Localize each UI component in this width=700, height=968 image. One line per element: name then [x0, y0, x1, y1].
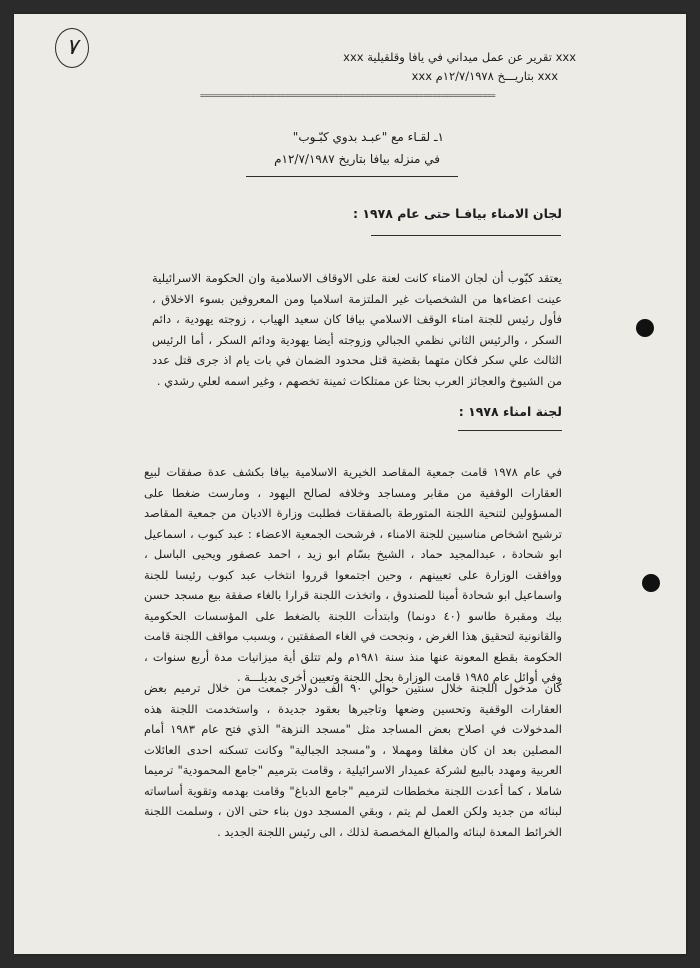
section2-body-1: في عام ١٩٧٨ قامت جمعية المقاصد الخيرية الاسلامية بيافا بكشف عدة صفقات لبيع العقارات الوقفية من مقابر ومساجد وخلافه لصالح اليهود ، ومارست ضغطا على المسؤولين لتنحية اللجنة المتورطة بالصفقات فطلبت وزارة الاديان من جمعية المقاصد ترشيح اشخاص مناسبين للجنة الامناء ، فرشحت الجمعية الاعضاء : عبد كبوب ، اسماعيل ابو شحادة ، عبدالمجيد حماد ، الشيخ بسّام ابو زيد ، احمد عصفور ويحيى الباسل ، ووافقت الوزارة على تعيينهم ، وحين اجتمعوا قرروا انتخاب عبد كبوب رئيسا للجنة واسماعيل ابو شحادة أمينا للصندوق ، واتخذت اللجنة قرارا بالغاء صفقة بيع مسجد حسن بيك ومقبرة طاسو (٤٠ دونما) وابتدأت اللجنة بالضغط على المؤسسات الحكومية والقانونية لتحقيق هذا الغرض ، ونجحت في الغاء الصفقتين ، وبسبب مواقف اللجنة قامت الحكومة بقطع المعونة عنها منذ سنة ١٩٨١م ولم تتلق أية ميزانيات مدة أربع سنوات ، وفي أوائل عام ١٩٨٥ قامت الوزارة بحل اللجنة وتعيين أخرى بديلـــة .: [144, 465, 562, 684]
meeting-underline: [246, 176, 458, 177]
section2-body-2: كان مدخول اللجنة خلال سنتين حوالي ٩٠ الف دولار جمعت من خلال ترميم بعض العقارات الوقفية وتحسين وضعها وتاجيرها بعقود جديدة ، واستخدمت اللجنة هذه المدخولات في اصلاح بعض المساجد مثل "مسجد النزهة" الذي فتح عام ١٩٨٣ أمام المصلين بعد ان كان مغلقا ومهملا ، و"مسجد الجبالية" وكانت تسكنه احدى العائلات العربية ومهدد بالبيع لشركة عميدار الاسرائيلية ، وقامت بترميم "جامع المحمودية" ترميما شاملا ، كما أعدت اللجنة مخططات لترميم "جامع الدباغ" وقامت بهدمه وتقوية أساساته لبنائه من جديد ولكن العمل لم يتم ، وبقي المسجد دون بناء حتى الان ، وسلمت اللجنة الخرائط المعدة لبنائه والمبالغ المخصصة لذلك ، الى رئيس اللجنة الجديد .: [144, 681, 563, 839]
report-date: xxx بتاريـــخ ١٢/٧/١٩٧٨م xxx: [411, 69, 558, 83]
report-title: xxx تقرير عن عمل ميداني في يافا وقلقيلية xxx: [343, 50, 576, 64]
meeting-title: ١ـ لقـاء مع "عبـد بدوي كبّـوب": [292, 130, 444, 144]
section1-body: يعتقد كبّوب أن لجان الامناء كانت لعنة على الاوقاف الاسلامية وان الحكومة الاسرائيلية عينت اعضاءها من الشخصيات غير الملتزمة اسلاميا ومن المعروفين بسوء الاخلاق ، فأول رئيس للجنة امناء الوقف الاسلامي بيافا كان سعيد الهياب ، زوجته يهودية ، دائم السكر ، والرئيس الثاني نظمي الجبالي وزوجته أيضا يهودية ودائم السكر ، أما الرئيس الثالث علي سكر فكان متهما بقضية قتل محدود الضمان في بات يام اذ جرى قتل عدد من الشيوخ والعجائز العرب بحثا عن ممتلكات ثمينة تخصهم ، وغير اسمه لعلي رشدي .: [152, 271, 562, 388]
header-separator: ======================================================================: [200, 92, 496, 100]
section2-title: لجنة امناء ١٩٧٨ :: [458, 404, 562, 419]
document-page: [14, 14, 686, 954]
section1-title: لجان الامناء بيافـا حتى عام ١٩٧٨ :: [352, 206, 562, 221]
punch-hole-bottom: [642, 574, 660, 592]
punch-hole-top: [636, 319, 654, 337]
section2-underline: [458, 430, 562, 431]
meeting-place-date: في منزله بيافا بتاريخ ١٢/٧/١٩٨٧م: [274, 152, 440, 166]
section1-underline: [371, 235, 561, 236]
page-number-circle: ٧: [55, 28, 89, 68]
